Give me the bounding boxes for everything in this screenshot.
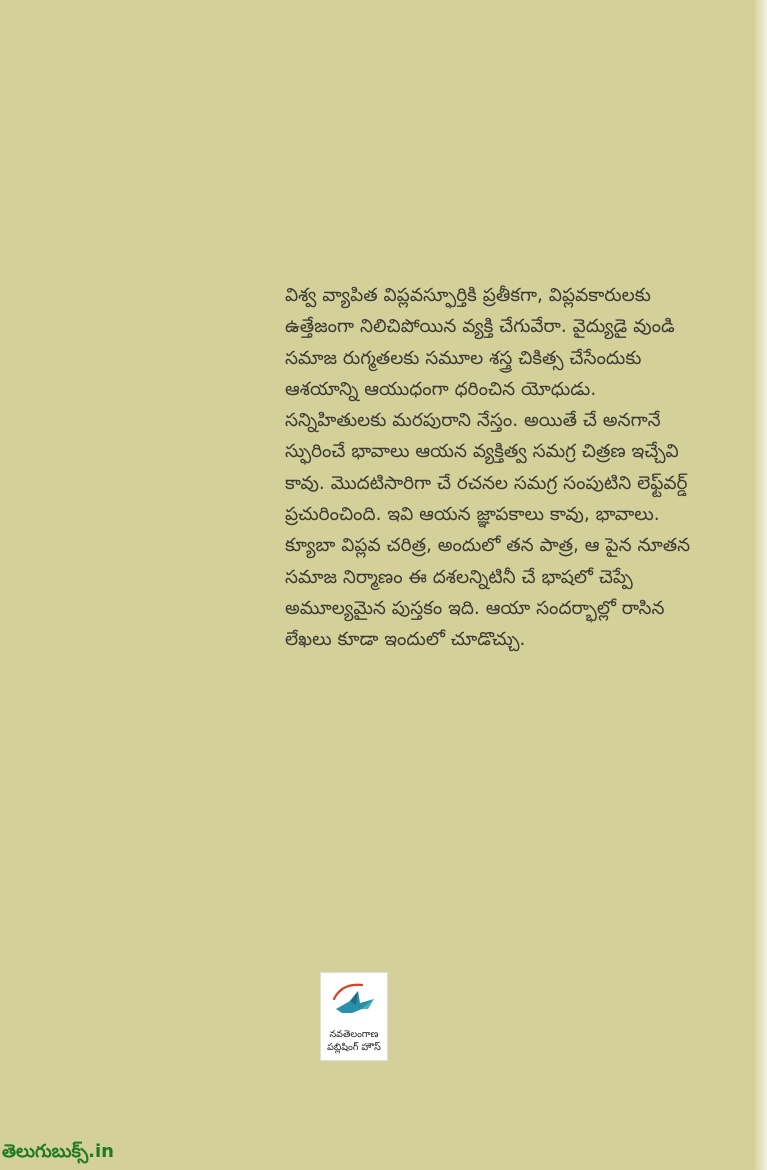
publisher-name-line2: పబ్లిషింగ్ హౌస్	[327, 1042, 381, 1053]
blurb-line: అమూల్యమైన పుస్తకం ఇది. ఆయా సందర్భాల్లో రాసిన	[285, 597, 665, 619]
bird-logo-icon	[328, 979, 380, 1025]
blurb-line: ప్రచురించింది. ఇవి ఆయన జ్ఞాపకాలు కావు, భావాలు.	[285, 504, 660, 526]
blurb-line: లేఖలు కూడా ఇందులో చూడొచ్చు.	[285, 629, 526, 651]
blurb-line: కావు. మొదటిసారిగా చే రచనల సమగ్ర సంపుటిని లెఫ్ట్‌వర్డ్	[285, 472, 688, 494]
blurb-line: స్ఫురించే భావాలు ఆయన వ్యక్తిత్వ సమగ్ర చిత్రణ ఇచ్చేవి	[285, 441, 679, 463]
publisher-logo	[320, 972, 388, 1061]
page-edge	[755, 0, 767, 1170]
blurb-line: ఆశయాన్ని ఆయుధంగా ధరించిన యోధుడు.	[285, 378, 597, 400]
publisher-name-line1: నవతెలంగాణ	[329, 1029, 379, 1040]
blurb-text	[285, 280, 725, 656]
blurb-line: సమాజ నిర్మాణం ఈ దశలన్నిటినీ చే భాషలో చెప్పే	[285, 566, 633, 588]
blurb-line: విశ్వ వ్యాపిత విప్లవస్ఫూర్తికి ప్రతీకగా, విప్లవకారులకు	[285, 285, 651, 306]
site-watermark: తెలుగుబుక్స్.in	[2, 1141, 114, 1162]
blurb-line: ఉత్తేజంగా నిలిచిపోయిన వ్యక్తి చేగువేరా. వైద్యుడై వుండి	[285, 316, 675, 338]
blurb-line: సమాజ రుగ్మతలకు సమూల శస్త్ర చికిత్స చేసేందుకు	[285, 347, 642, 369]
blurb-line: క్యూబా విప్లవ చరిత్ర, అందులో తన పాత్ర, ఆ పైన నూతన	[285, 535, 691, 557]
blurb-line: సన్నిహితులకు మరపురాని నేస్తం. అయితే చే అనగానే	[285, 410, 661, 432]
